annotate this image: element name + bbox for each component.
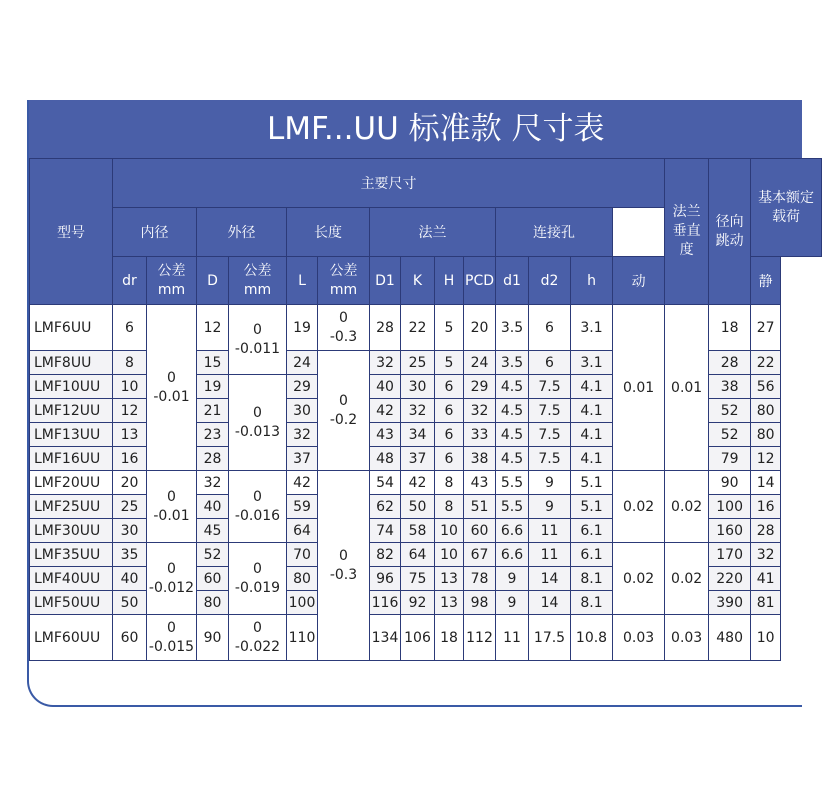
H-cell: 13 [435, 591, 464, 615]
dr-tolerance-cell: 0 -0.015 [147, 615, 197, 661]
header-d1: d1 [496, 257, 529, 305]
static-load-cell: 32 [751, 543, 781, 567]
d1-cell: 4.5 [496, 423, 529, 447]
D1-cell: 32 [370, 351, 401, 375]
d1-cell: 9 [496, 591, 529, 615]
spec-card [27, 100, 815, 707]
static-load-cell: 16 [751, 495, 781, 519]
D-tolerance-cell: 0 -0.019 [229, 543, 287, 615]
H-cell: 6 [435, 399, 464, 423]
K-cell: 50 [401, 495, 435, 519]
K-cell: 106 [401, 615, 435, 661]
d1-cell: 4.5 [496, 375, 529, 399]
L-cell: 59 [287, 495, 318, 519]
D-cell: 21 [197, 399, 229, 423]
header-inner-diameter: 内径 [113, 208, 197, 257]
D1-cell: 62 [370, 495, 401, 519]
dimension-table [29, 158, 822, 661]
K-cell: 32 [401, 399, 435, 423]
d1-cell: 3.5 [496, 351, 529, 375]
dynamic-load-cell: 90 [709, 471, 751, 495]
d2-cell: 7.5 [529, 399, 571, 423]
header-L: L [287, 257, 318, 305]
dynamic-load-cell: 100 [709, 495, 751, 519]
model-cell: LMF35UU [30, 543, 113, 567]
h-cell: 6.1 [571, 543, 613, 567]
d2-cell: 11 [529, 543, 571, 567]
dr-cell: 10 [113, 375, 147, 399]
h-cell: 6.1 [571, 519, 613, 543]
D-cell: 80 [197, 591, 229, 615]
K-cell: 64 [401, 543, 435, 567]
table-row [30, 305, 822, 351]
D-cell: 60 [197, 567, 229, 591]
d1-cell: 4.5 [496, 399, 529, 423]
D-cell: 28 [197, 447, 229, 471]
h-cell: 4.1 [571, 399, 613, 423]
L-tolerance-cell: 0 -0.2 [318, 351, 370, 471]
L-cell: 32 [287, 423, 318, 447]
flange-perpendicularity-cell: 0.03 [613, 615, 665, 661]
d1-cell: 4.5 [496, 447, 529, 471]
D-cell: 23 [197, 423, 229, 447]
L-cell: 42 [287, 471, 318, 495]
header-dr: dr [113, 257, 147, 305]
header-dynamic-load: 动 [613, 257, 665, 305]
PCD-cell: 32 [464, 399, 496, 423]
table-row [30, 543, 822, 567]
D-tolerance-cell: 0 -0.011 [229, 305, 287, 375]
header-L-tolerance: 公差 mm [318, 257, 370, 305]
h-cell: 10.8 [571, 615, 613, 661]
dr-cell: 35 [113, 543, 147, 567]
header-flange-perpendicularity: 法兰 垂直 度 [665, 159, 709, 305]
d1-cell: 6.6 [496, 519, 529, 543]
D1-cell: 116 [370, 591, 401, 615]
header-PCD: PCD [464, 257, 496, 305]
d2-cell: 14 [529, 567, 571, 591]
L-cell: 70 [287, 543, 318, 567]
H-cell: 5 [435, 305, 464, 351]
d1-cell: 5.5 [496, 471, 529, 495]
H-cell: 8 [435, 471, 464, 495]
PCD-cell: 67 [464, 543, 496, 567]
header-length: 长度 [287, 208, 370, 257]
header-flange: 法兰 [370, 208, 496, 257]
h-cell: 3.1 [571, 305, 613, 351]
model-cell: LMF40UU [30, 567, 113, 591]
dynamic-load-cell: 28 [709, 351, 751, 375]
K-cell: 25 [401, 351, 435, 375]
model-cell: LMF6UU [30, 305, 113, 351]
PCD-cell: 33 [464, 423, 496, 447]
D1-cell: 28 [370, 305, 401, 351]
D-tolerance-cell: 0 -0.022 [229, 615, 287, 661]
header-D-tolerance: 公差 mm [229, 257, 287, 305]
dr-cell: 12 [113, 399, 147, 423]
static-load-cell: 12 [751, 447, 781, 471]
K-cell: 58 [401, 519, 435, 543]
D-tolerance-cell: 0 -0.016 [229, 471, 287, 543]
L-cell: 24 [287, 351, 318, 375]
header-h: h [571, 257, 613, 305]
PCD-cell: 98 [464, 591, 496, 615]
header-K: K [401, 257, 435, 305]
static-load-cell: 10 [751, 615, 781, 661]
D-cell: 45 [197, 519, 229, 543]
header-outer-diameter: 外径 [197, 208, 287, 257]
header-model: 型号 [30, 159, 113, 305]
dynamic-load-cell: 79 [709, 447, 751, 471]
PCD-cell: 78 [464, 567, 496, 591]
static-load-cell: 22 [751, 351, 781, 375]
D-cell: 40 [197, 495, 229, 519]
D1-cell: 134 [370, 615, 401, 661]
dynamic-load-cell: 160 [709, 519, 751, 543]
radial-runout-cell: 0.03 [665, 615, 709, 661]
H-cell: 6 [435, 375, 464, 399]
model-cell: LMF50UU [30, 591, 113, 615]
L-cell: 29 [287, 375, 318, 399]
dynamic-load-cell: 170 [709, 543, 751, 567]
D-tolerance-cell: 0 -0.013 [229, 375, 287, 471]
d2-cell: 6 [529, 305, 571, 351]
dynamic-load-cell: 52 [709, 423, 751, 447]
D-cell: 52 [197, 543, 229, 567]
d2-cell: 17.5 [529, 615, 571, 661]
H-cell: 10 [435, 543, 464, 567]
header-D1: D1 [370, 257, 401, 305]
K-cell: 30 [401, 375, 435, 399]
radial-runout-cell: 0.02 [665, 543, 709, 615]
dr-cell: 20 [113, 471, 147, 495]
PCD-cell: 43 [464, 471, 496, 495]
H-cell: 5 [435, 351, 464, 375]
h-cell: 3.1 [571, 351, 613, 375]
PCD-cell: 60 [464, 519, 496, 543]
static-load-cell: 80 [751, 423, 781, 447]
flange-perpendicularity-cell: 0.01 [613, 305, 665, 471]
static-load-cell: 14 [751, 471, 781, 495]
radial-runout-cell: 0.02 [665, 471, 709, 543]
L-tolerance-cell: 0 -0.3 [318, 471, 370, 661]
dr-cell: 8 [113, 351, 147, 375]
dr-cell: 6 [113, 305, 147, 351]
model-cell: LMF10UU [30, 375, 113, 399]
table-row [30, 471, 822, 495]
dynamic-load-cell: 18 [709, 305, 751, 351]
PCD-cell: 38 [464, 447, 496, 471]
d1-cell: 6.6 [496, 543, 529, 567]
H-cell: 10 [435, 519, 464, 543]
D-cell: 90 [197, 615, 229, 661]
K-cell: 42 [401, 471, 435, 495]
dynamic-load-cell: 390 [709, 591, 751, 615]
d1-cell: 11 [496, 615, 529, 661]
L-cell: 100 [287, 591, 318, 615]
L-cell: 64 [287, 519, 318, 543]
flange-perpendicularity-cell: 0.02 [613, 543, 665, 615]
header-radial-runout: 径向 跳动 [709, 159, 751, 305]
model-cell: LMF60UU [30, 615, 113, 661]
PCD-cell: 24 [464, 351, 496, 375]
h-cell: 4.1 [571, 375, 613, 399]
h-cell: 5.1 [571, 495, 613, 519]
D-cell: 19 [197, 375, 229, 399]
K-cell: 34 [401, 423, 435, 447]
dr-cell: 40 [113, 567, 147, 591]
header-D: D [197, 257, 229, 305]
static-load-cell: 80 [751, 399, 781, 423]
K-cell: 92 [401, 591, 435, 615]
dr-cell: 60 [113, 615, 147, 661]
static-load-cell: 41 [751, 567, 781, 591]
PCD-cell: 112 [464, 615, 496, 661]
D1-cell: 74 [370, 519, 401, 543]
d2-cell: 14 [529, 591, 571, 615]
header-main-dimensions: 主要尺寸 [113, 159, 665, 208]
table-body [30, 305, 822, 661]
PCD-cell: 51 [464, 495, 496, 519]
static-load-cell: 81 [751, 591, 781, 615]
L-cell: 80 [287, 567, 318, 591]
H-cell: 6 [435, 423, 464, 447]
dr-cell: 25 [113, 495, 147, 519]
PCD-cell: 20 [464, 305, 496, 351]
table-row [30, 615, 822, 661]
h-cell: 4.1 [571, 447, 613, 471]
dr-cell: 50 [113, 591, 147, 615]
L-cell: 30 [287, 399, 318, 423]
K-cell: 37 [401, 447, 435, 471]
d1-cell: 3.5 [496, 305, 529, 351]
L-cell: 19 [287, 305, 318, 351]
L-cell: 37 [287, 447, 318, 471]
d2-cell: 7.5 [529, 375, 571, 399]
dynamic-load-cell: 220 [709, 567, 751, 591]
D-cell: 12 [197, 305, 229, 351]
dynamic-load-cell: 38 [709, 375, 751, 399]
header-static-load: 静 [751, 257, 781, 305]
H-cell: 6 [435, 447, 464, 471]
L-cell: 110 [287, 615, 318, 661]
header-H: H [435, 257, 464, 305]
D1-cell: 54 [370, 471, 401, 495]
header-basic-load: 基本额定 载荷 [751, 159, 822, 257]
h-cell: 4.1 [571, 423, 613, 447]
dr-tolerance-cell: 0 -0.012 [147, 543, 197, 615]
dr-cell: 30 [113, 519, 147, 543]
dr-tolerance-cell: 0 -0.01 [147, 471, 197, 543]
flange-perpendicularity-cell: 0.02 [613, 471, 665, 543]
d2-cell: 11 [529, 519, 571, 543]
K-cell: 22 [401, 305, 435, 351]
h-cell: 8.1 [571, 567, 613, 591]
h-cell: 5.1 [571, 471, 613, 495]
d2-cell: 7.5 [529, 423, 571, 447]
d2-cell: 9 [529, 495, 571, 519]
H-cell: 18 [435, 615, 464, 661]
model-cell: LMF25UU [30, 495, 113, 519]
dr-tolerance-cell: 0 -0.01 [147, 305, 197, 471]
model-cell: LMF16UU [30, 447, 113, 471]
D1-cell: 48 [370, 447, 401, 471]
header-dr-tolerance: 公差 mm [147, 257, 197, 305]
d1-cell: 9 [496, 567, 529, 591]
title-bar [29, 100, 802, 158]
static-load-cell: 27 [751, 305, 781, 351]
L-tolerance-cell: 0 -0.3 [318, 305, 370, 351]
header-d2: d2 [529, 257, 571, 305]
page-title: LMF...UU 标准款 尺寸表 [267, 111, 605, 147]
D1-cell: 43 [370, 423, 401, 447]
model-cell: LMF20UU [30, 471, 113, 495]
d2-cell: 7.5 [529, 447, 571, 471]
header-connection-holes: 连接孔 [496, 208, 613, 257]
h-cell: 8.1 [571, 591, 613, 615]
D1-cell: 82 [370, 543, 401, 567]
PCD-cell: 29 [464, 375, 496, 399]
d1-cell: 5.5 [496, 495, 529, 519]
K-cell: 75 [401, 567, 435, 591]
H-cell: 13 [435, 567, 464, 591]
dr-cell: 13 [113, 423, 147, 447]
dynamic-load-cell: 52 [709, 399, 751, 423]
model-cell: LMF12UU [30, 399, 113, 423]
D-cell: 32 [197, 471, 229, 495]
d2-cell: 9 [529, 471, 571, 495]
model-cell: LMF8UU [30, 351, 113, 375]
static-load-cell: 56 [751, 375, 781, 399]
D1-cell: 96 [370, 567, 401, 591]
dr-cell: 16 [113, 447, 147, 471]
dynamic-load-cell: 480 [709, 615, 751, 661]
d2-cell: 6 [529, 351, 571, 375]
model-cell: LMF30UU [30, 519, 113, 543]
model-cell: LMF13UU [30, 423, 113, 447]
D-cell: 15 [197, 351, 229, 375]
H-cell: 8 [435, 495, 464, 519]
radial-runout-cell: 0.01 [665, 305, 709, 471]
static-load-cell: 28 [751, 519, 781, 543]
D1-cell: 40 [370, 375, 401, 399]
D1-cell: 42 [370, 399, 401, 423]
